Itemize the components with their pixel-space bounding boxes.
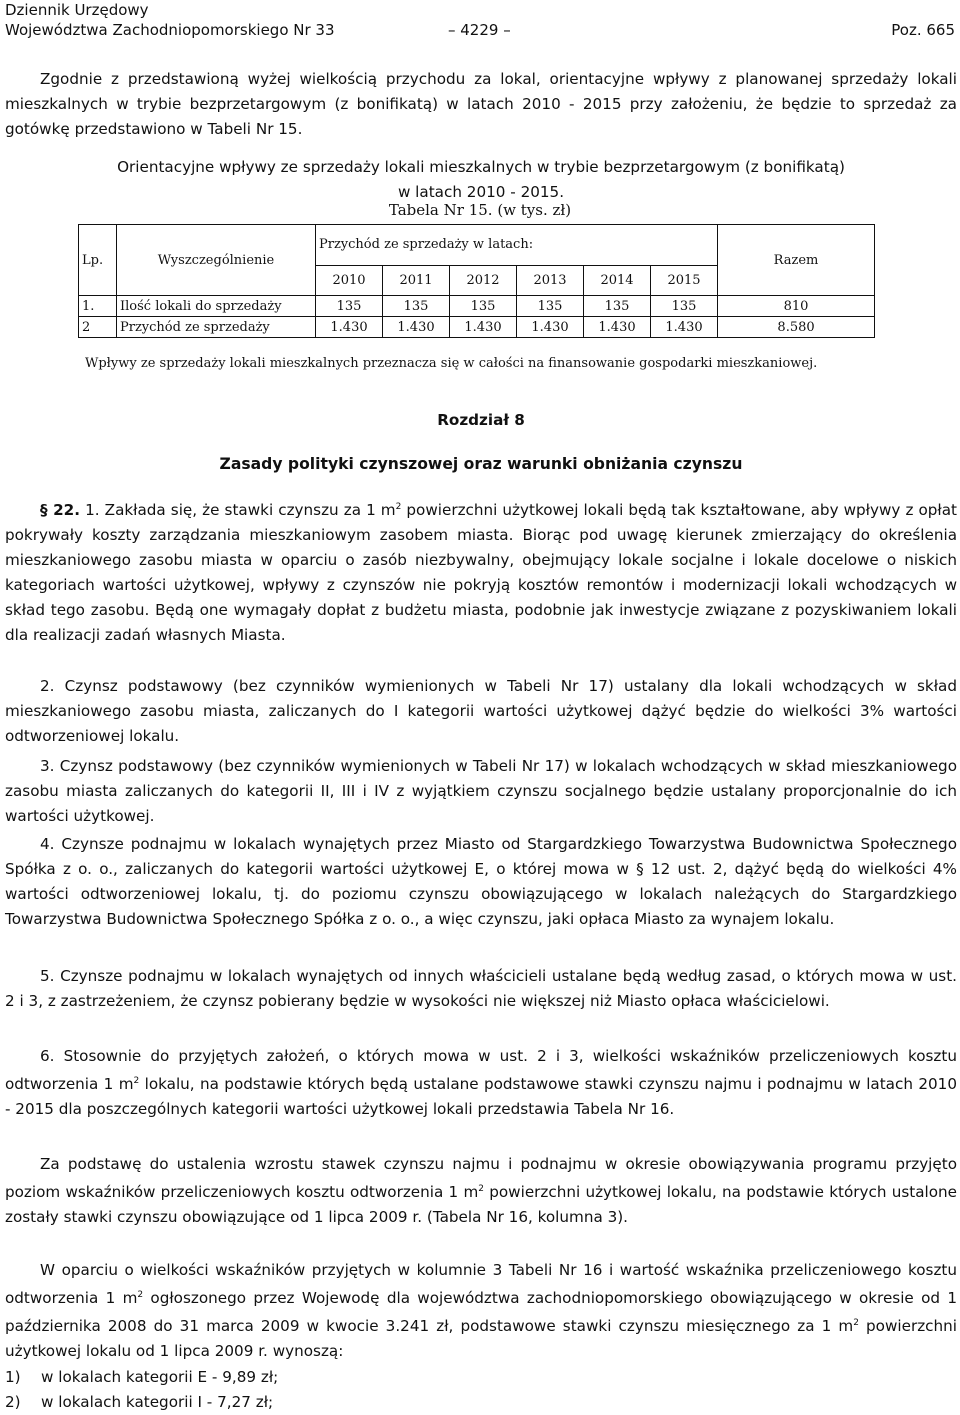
cell-total: 8.580: [718, 317, 875, 338]
col-total: Razem: [718, 225, 875, 296]
p8-superscript-2: 2: [853, 1318, 859, 1329]
list-number: 2): [5, 1393, 21, 1411]
p7-start: Za podstawę do ustalenia wzrostu stawek czynszu najmu i podnajmu w okresie obowiązywania programu przyjęto poziom wskaźników przeliczeniowych kosztu odtworzenia 1 m: [5, 1155, 957, 1202]
cell-value: 135: [383, 296, 450, 317]
page-header: [5, 0, 955, 40]
list-item: [5, 1390, 278, 1415]
row-lp: 1.: [79, 296, 117, 317]
list-number: 1): [5, 1368, 21, 1386]
p8-b: ogłoszonego przez Wojewodę dla województwa zachodniopomorskiego obowiązującego w okresie od 1 października 2008 do 31 marca 2009 w kwocie 3.241 zł, podstawowe stawki czynszu miesięcznego za 1 m: [5, 1289, 957, 1336]
list-item: [5, 1365, 278, 1390]
p7-superscript: 2: [478, 1184, 484, 1194]
table-note: Wpływy ze sprzedaży lokali mieszkalnych przeznacza się w całości na finansowanie gospodarki mieszkaniowej.: [85, 356, 818, 371]
table-row: [79, 296, 875, 317]
sales-table: [78, 224, 875, 338]
table-row: [79, 317, 875, 338]
paragraph-2: 2. Czynsz podstawowy (bez czynników wymienionych w Tabeli Nr 17) ustalany dla lokali wchodzących w skład mieszkaniowego zasobu miasta, zaliczanych do I kategorii wartości użytkowej dążyć będzie do wielkości 3% wartości odtworzeniowej lokalu.: [5, 677, 957, 745]
paragraph-3: 3. Czynsz podstawowy (bez czynników wymienionych w Tabeli Nr 17) w lokalach wchodzących w skład mieszkaniowego zasobu miasta zaliczanych do kategorii II, III i IV z wyjątkiem czynszu socjalnego będzie ustalany proporcjonalnie do ich wartości użytkowej.: [5, 757, 957, 825]
cell-value: 135: [584, 296, 651, 317]
row-lp: 2: [79, 317, 117, 338]
p1-rest: powierzchni użytkowej lokali będą tak kształtowane, aby wpływy z opłat pokrywały koszty zarządzania mieszkaniowym zasobem miasta. Biorąc pod uwagę kierunek zmierzający do określenia mieszkaniowego zasobu miasta w oparciu o zasób niezbywalny, obejmujący lokale socjalne i lokale docelowe o niskich kategoriach wartości użytkowej, wpływy z czynszów nie pokryją kosztów remontów i modernizacji lokali wchodzących w skład tego zasobu. Będą one wymagały dopłat z budżetu miasta, podobnie jak inwestycje związane z pozyskiwaniem lokali dla realizacji zadań własnych Miasta.: [5, 501, 958, 645]
p1-start: 1. Zakłada się, że stawki czynszu za 1 m: [85, 501, 396, 520]
paragraph-5: 5. Czynsze podnajmu w lokalach wynajętych od innych właścicieli ustalane będą według zasad, o których mowa w ust. 2 i 3, z zastrzeżeniem, że czynsz pobierany będzie w wysokości nie większej niż Miasto opłaca właścicielowi.: [5, 967, 957, 1010]
col-lp: Lp.: [79, 225, 117, 296]
chapter-title: Zasady polityki czynszowej oraz warunki obniżania czynszu: [219, 455, 743, 473]
rate-list: [5, 1365, 278, 1415]
year-header: 2012: [450, 265, 517, 295]
list-text: w lokalach kategorii E - 9,89 zł;: [41, 1368, 279, 1386]
col-group: Przychód ze sprzedaży w latach:: [316, 225, 718, 266]
year-header: 2011: [383, 265, 450, 295]
year-header: 2010: [316, 265, 383, 295]
cell-value: 1.430: [584, 317, 651, 338]
year-header: 2013: [517, 265, 584, 295]
p6-rest: lokalu, na podstawie których będą ustalane podstawowe stawki czynszu najmu i podnajmu w latach 2010 - 2015 dla poszczególnych kategorii wartości użytkowej lokali przedstawia Tabela Nr 16.: [5, 1075, 957, 1119]
cell-value: 135: [450, 296, 517, 317]
row-label: Ilość lokali do sprzedaży: [117, 296, 316, 317]
p6-superscript: 2: [133, 1076, 140, 1086]
year-header: 2015: [651, 265, 718, 295]
row-label: Przychód ze sprzedaży: [117, 317, 316, 338]
journal-name: Dziennik Urzędowy: [5, 1, 149, 19]
list-text: w lokalach kategorii I - 7,27 zł;: [41, 1393, 274, 1411]
table-heading: [5, 155, 957, 205]
cell-value: 1.430: [316, 317, 383, 338]
table-heading-line2: w latach 2010 - 2015.: [397, 183, 565, 201]
table-heading-line1: Orientacyjne wpływy ze sprzedaży lokali mieszkalnych w trybie bezprzetargowym (z bonifikatą): [117, 158, 845, 176]
p7-rest: powierzchni użytkowej lokalu, na podstawie których ustalone zostały stawki czynszu obowiązujące od 1 lipca 2009 r. (Tabela Nr 16, kolumna 3).: [5, 1183, 957, 1227]
cell-value: 1.430: [517, 317, 584, 338]
paragraph-4: 4. Czynsze podnajmu w lokalach wynajętych przez Miasto od Stargardzkiego Towarzystwa Budownictwa Społecznego Spółka z o. o., zaliczanych do kategorii wartości użytkowej E, o której mowa w § 12 ust. 2, dążyć będą do wielkości 4% wartości odtworzeniowej lokalu, tj. do poziomu czynszu obowiązującego w lokalach należących do Stargardzkiego Towarzystwa Budownictwa Społecznego Spółka z o. o., a więc czynszu, jaki opłaca Miasto za wynajem lokalu.: [5, 835, 957, 928]
intro-paragraph: Zgodnie z przedstawioną wyżej wielkością przychodu za lokal, orientacyjne wpływy z planowanej sprzedaży lokali mieszkalnych w trybie bezprzetargowym (z bonifikatą) w latach 2010 - 2015 przy założeniu, że będzie to sprzedaż za gotówkę przedstawiono w Tabeli Nr 15.: [5, 70, 957, 138]
table-title: Tabela Nr 15. (w tys. zł): [388, 201, 572, 219]
chapter-number: Rozdział 8: [437, 411, 525, 429]
p1-superscript: 2: [395, 502, 402, 512]
page-number: – 4229 –: [448, 21, 511, 39]
col-item: Wyszczególnienie: [117, 225, 316, 296]
cell-value: 135: [517, 296, 584, 317]
p8-a: W oparciu o wielkości wskaźników przyjętych w kolumnie 3 Tabeli Nr 16 i wartość wskaźnika przeliczeniowego kosztu odtworzenia 1 m: [5, 1261, 957, 1308]
cell-value: 135: [316, 296, 383, 317]
journal-voivodeship: Województwa Zachodniopomorskiego Nr 33: [5, 21, 335, 39]
cell-total: 810: [718, 296, 875, 317]
p8-c: powierzchni użytkowej lokalu od 1 lipca 2009 r. wynoszą:: [5, 1317, 957, 1361]
position-number: Poz. 665: [891, 21, 955, 39]
paragraph-6: [5, 1044, 957, 1122]
paragraph-8: [5, 1258, 957, 1364]
cell-value: 1.430: [383, 317, 450, 338]
p8-superscript-1: 2: [137, 1290, 144, 1300]
cell-value: 1.430: [450, 317, 517, 338]
paragraph-7: [5, 1152, 957, 1230]
section-mark: § 22.: [40, 501, 81, 520]
paragraph-1: [5, 495, 957, 648]
cell-value: 1.430: [651, 317, 718, 338]
cell-value: 135: [651, 296, 718, 317]
year-header: 2014: [584, 265, 651, 295]
p6-start: 6. Stosownie do przyjętych założeń, o których mowa w ust. 2 i 3, wielkości wskaźników przeliczeniowych kosztu odtworzenia 1 m: [5, 1047, 957, 1094]
